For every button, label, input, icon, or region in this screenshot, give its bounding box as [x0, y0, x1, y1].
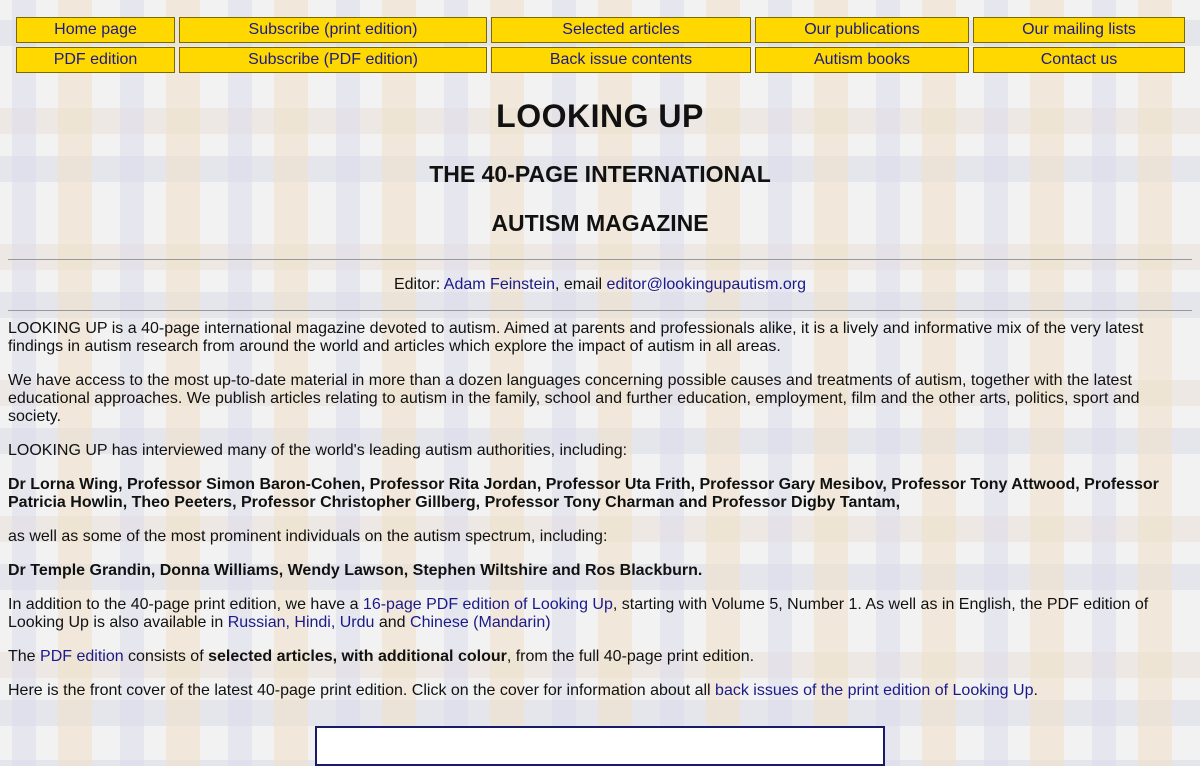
intro-paragraph: LOOKING UP is a 40-page international magazine devoted to autism. Aimed at parents and professionals alike, it is a lively and informative mix of the very latest findings in autism research from around the world and articles which explore the impact of autism in all areas. [8, 320, 1144, 355]
pdf-desc-bold: selected articles, with additional colour [208, 648, 507, 665]
pdf-text-b: , starting with Volume 5, Number 1. As well as in English, the PDF edition of Looking Up is also available in [8, 596, 1149, 631]
main-content [8, 320, 1168, 716]
pdf-edition-link[interactable]: 16-page PDF edition of Looking Up [362, 596, 613, 613]
pdf-desc-a: The [8, 648, 41, 665]
authorities-list: Dr Lorna Wing, Professor Simon Baron-Cohen, Professor Rita Jordan, Professor Uta Frith, Professor Gary Mesibov, Professor Tony Attwood, Professor Patricia Howlin, Theo Peeters, Professor Christopher Gillberg, Professor Tony Charman and Professor Digby Tantam, [8, 476, 1159, 511]
nav-autism-books[interactable]: Autism books [755, 47, 969, 73]
pdf-edition-link-2[interactable]: PDF edition [40, 648, 124, 665]
page-subtitle-line-1: THE 40-PAGE INTERNATIONAL [429, 161, 771, 187]
spectrum-paragraph: as well as some of the most prominent individuals on the autism spectrum, including: [8, 528, 608, 545]
back-issues-link[interactable]: back issues of the print edition of Looking Up [715, 682, 1034, 699]
nav-pdf-edition[interactable]: PDF edition [16, 47, 175, 73]
navigation-bar [16, 17, 1185, 77]
chinese-link[interactable]: Chinese (Mandarin) [410, 614, 551, 631]
front-cover-paragraph [8, 682, 1168, 700]
russian-link[interactable]: Russian [227, 614, 286, 631]
pdf-edition-paragraph [8, 596, 1168, 632]
pdf-text-a: In addition to the 40-page print edition, we have a [8, 596, 363, 613]
cover-text-b: . [1033, 682, 1038, 699]
divider-top [8, 259, 1192, 260]
nav-row-2 [16, 47, 1185, 73]
nav-row-1 [16, 17, 1185, 43]
nav-home-page[interactable]: Home page [16, 17, 175, 43]
editor-name-link[interactable]: Adam Feinstein [443, 276, 555, 293]
individuals-list: Dr Temple Grandin, Donna Williams, Wendy Lawson, Stephen Wiltshire and Ros Blackburn. [8, 562, 703, 579]
editor-prefix: Editor: [393, 276, 444, 293]
pdf-text-and: and [374, 614, 411, 631]
nav-selected-articles[interactable]: Selected articles [491, 17, 751, 43]
divider-bottom [8, 310, 1192, 311]
nav-back-issue-contents[interactable]: Back issue contents [491, 47, 751, 73]
urdu-link[interactable]: Urdu [339, 614, 375, 631]
nav-subscribe-pdf[interactable]: Subscribe (PDF edition) [179, 47, 487, 73]
editor-line [0, 276, 1200, 294]
nav-mailing-lists[interactable]: Our mailing lists [973, 17, 1185, 43]
coverage-paragraph: We have access to the most up-to-date material in more than a dozen languages concerning possible causes and treatments of autism, together with the latest educational approaches. We publish articles relating to autism in the family, school and further education, employment, film and the other arts, politics, sport and society. [8, 372, 1140, 425]
nav-our-publications[interactable]: Our publications [755, 17, 969, 43]
page-subtitle-line-2: AUTISM MAGAZINE [491, 210, 709, 236]
masthead [0, 98, 1200, 237]
editor-mid: , email [554, 276, 607, 293]
cover-text-a: Here is the front cover of the latest 40-page print edition. Click on the cover for information about all [8, 682, 716, 699]
pdf-desc-c: , from the full 40-page print edition. [506, 648, 755, 665]
pdf-description-paragraph [8, 648, 1168, 666]
page-title: LOOKING UP [496, 98, 704, 134]
hindi-link[interactable]: Hindi [294, 614, 331, 631]
nav-contact-us[interactable]: Contact us [973, 47, 1185, 73]
pdf-desc-b: consists of [123, 648, 209, 665]
sep-2: , [330, 614, 340, 631]
front-cover-image[interactable] [315, 726, 885, 766]
nav-subscribe-print[interactable]: Subscribe (print edition) [179, 17, 487, 43]
editor-email-link[interactable]: editor@lookingupautism.org [606, 276, 807, 293]
sep-1: , [285, 614, 295, 631]
interviews-paragraph: LOOKING UP has interviewed many of the world's leading autism authorities, including: [8, 442, 628, 459]
